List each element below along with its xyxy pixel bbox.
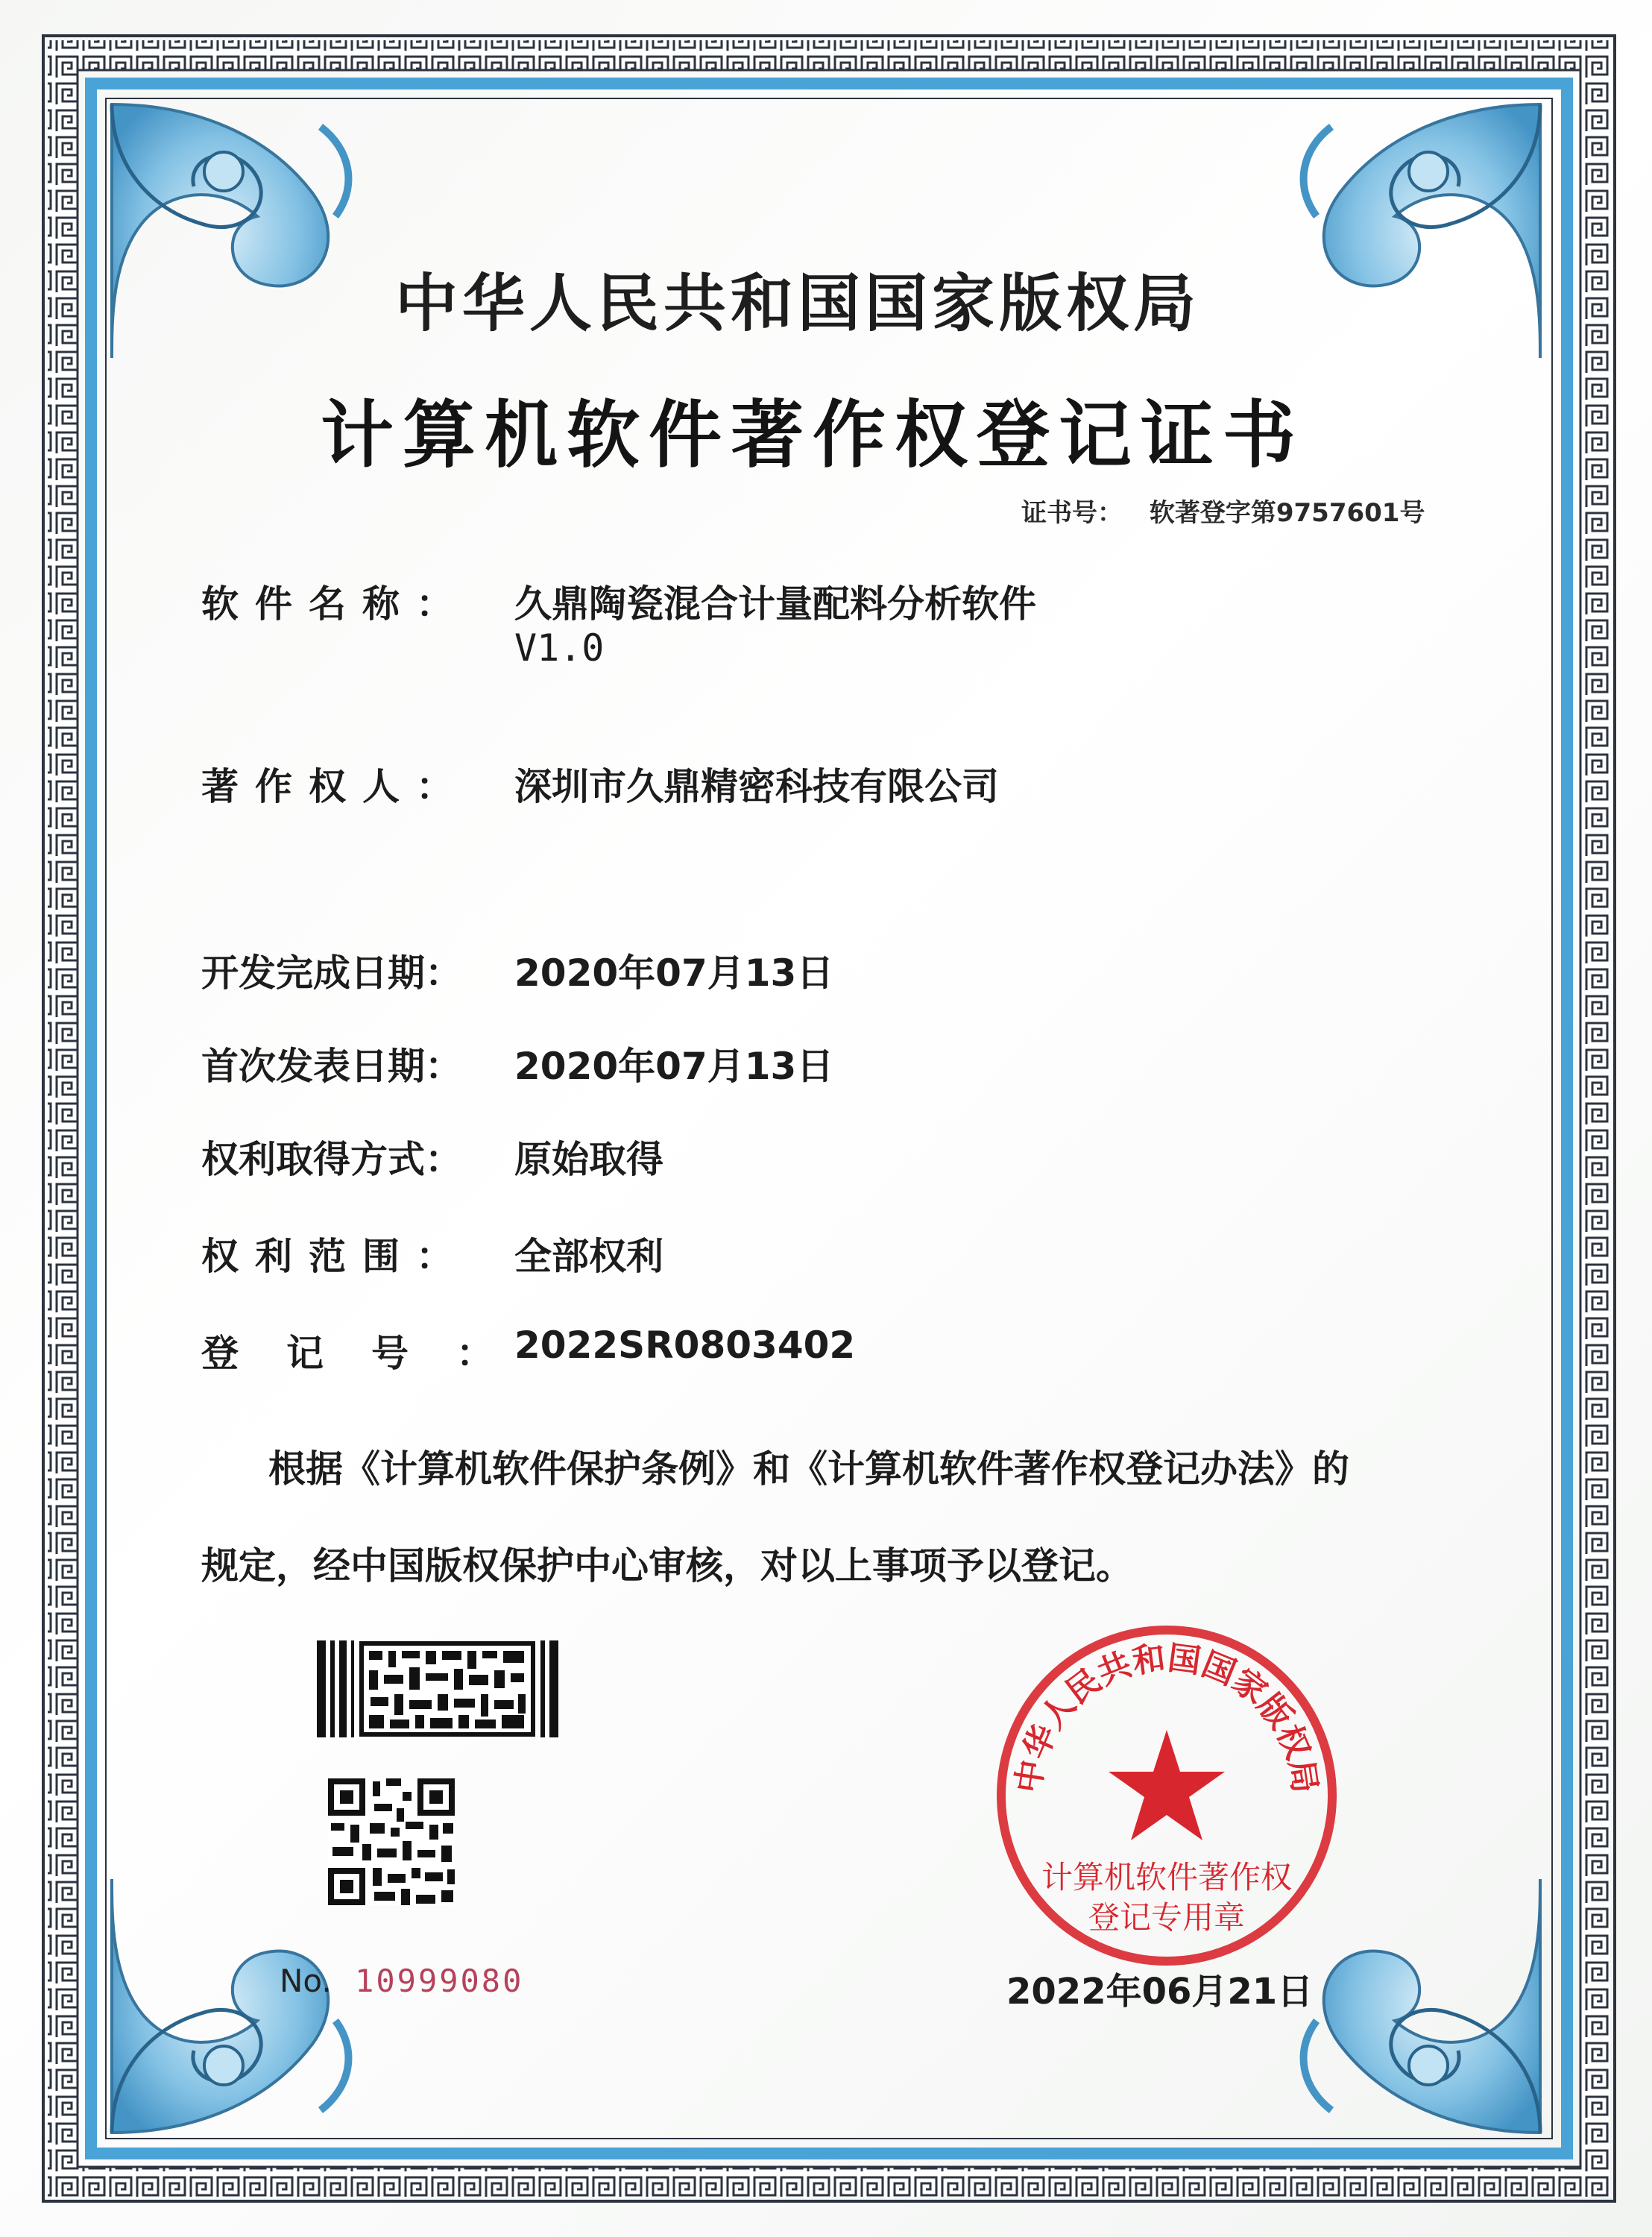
corner-ornament-bottom-left: [112, 1879, 348, 2133]
corner-ornament-top-left: [112, 104, 348, 358]
serial-number: [280, 1963, 523, 1999]
software-name-value: 久鼎陶瓷混合计量配料分析软件: [514, 582, 1036, 626]
first-publication-date-value: 2020年07月13日: [514, 1045, 834, 1088]
rights-scope-value: 全部权利: [514, 1235, 663, 1278]
certificate-title: 计算机软件著作权登记证书: [321, 393, 1305, 478]
dev-completion-date-label: 开发完成日期：: [201, 951, 462, 995]
copyright-owner-label: 著作权人：: [201, 765, 470, 808]
certificate-number-label: 证书号：: [1021, 498, 1123, 528]
seal-inner-line-1: 计算机软件著作权: [1041, 1859, 1293, 1895]
dev-completion-date-value: 2020年07月13日: [514, 951, 834, 995]
acquisition-method-value: 原始取得: [514, 1138, 663, 1181]
copyright-owner-value: 深圳市久鼎精密科技有限公司: [514, 765, 999, 808]
first-publication-date-label: 首次发表日期：: [201, 1045, 462, 1088]
certificate-number-value: 软著登字第9757601号: [1149, 498, 1425, 528]
serial-prefix: No.: [280, 1963, 332, 1999]
seal-arc-text: 中华人民共和国国家版权局: [1009, 1638, 1324, 1796]
serial-number-value: 10999080: [355, 1963, 524, 1999]
registration-no-value: 2022SR0803402: [514, 1324, 856, 1367]
certificate-number: [1021, 492, 1425, 529]
registration-no-label: 登记号：: [201, 1332, 541, 1375]
official-seal: [988, 1626, 1346, 1969]
seal-star-icon: [1109, 1730, 1225, 1840]
qr-code: [328, 1778, 455, 1905]
rights-scope-label: 权利范围：: [201, 1235, 470, 1278]
statement-line-2: 规定，经中国版权保护中心审核，对以上事项予以登记。: [201, 1544, 1133, 1588]
seal-inner-line-2: 登记专用章: [1088, 1899, 1246, 1936]
acquisition-method-label: 权利取得方式：: [201, 1138, 462, 1181]
corner-ornament-top-right: [1304, 104, 1540, 358]
issuer-title: 中华人民共和国国家版权局: [395, 267, 1201, 340]
software-version: V1.0: [514, 626, 605, 670]
issue-date: 2022年06月21日: [1006, 1971, 1314, 2013]
statement-line-1: 根据《计算机软件保护条例》和《计算机软件著作权登记办法》的: [268, 1447, 1349, 1491]
software-name-label: 软件名称：: [201, 582, 470, 626]
barcode: [317, 1640, 563, 1737]
